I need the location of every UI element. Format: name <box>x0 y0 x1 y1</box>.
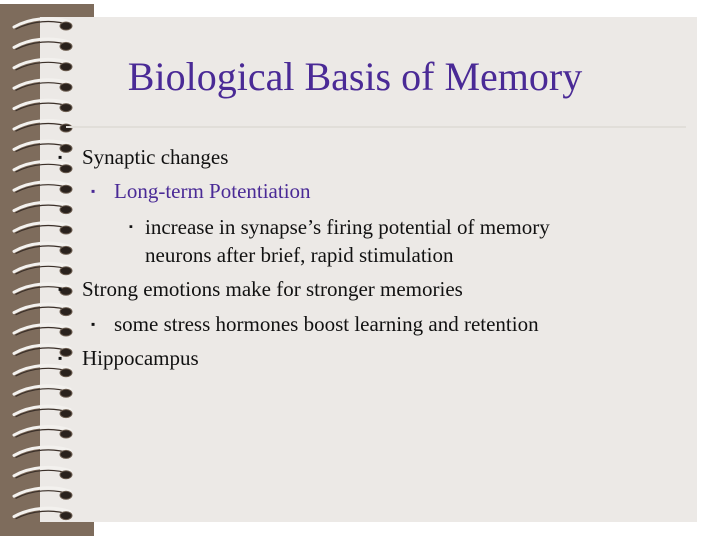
bullet-text: Strong emotions make for stronger memories <box>82 277 463 301</box>
slide-title: Biological Basis of Memory <box>127 54 583 99</box>
bullet-item <box>129 213 550 241</box>
bullet-continuation <box>145 241 454 269</box>
bullet-marker-icon: ▪ <box>58 282 63 296</box>
bullet-marker-icon: ▪ <box>91 317 96 331</box>
bullet-text: increase in synapse’s firing potential of memory <box>145 215 550 239</box>
bullet-marker-icon: ▪ <box>129 221 133 233</box>
bullet-item <box>91 310 539 338</box>
bullet-text: some stress hormones boost learning and retention <box>114 312 539 336</box>
bullet-marker-icon: ▪ <box>58 351 63 365</box>
bullet-item <box>58 344 199 372</box>
bullet-text: Long-term Potentiation <box>114 179 311 203</box>
bullet-text: Synaptic changes <box>82 145 229 169</box>
bullet-text: neurons after brief, rapid stimulation <box>145 243 454 267</box>
bullet-text: Hippocampus <box>82 346 199 370</box>
bullet-marker-icon: ▪ <box>58 150 63 164</box>
bullet-marker-icon: ▪ <box>91 184 96 198</box>
bullet-item <box>91 177 311 205</box>
bullet-item <box>58 275 463 303</box>
bullet-item <box>58 143 229 171</box>
